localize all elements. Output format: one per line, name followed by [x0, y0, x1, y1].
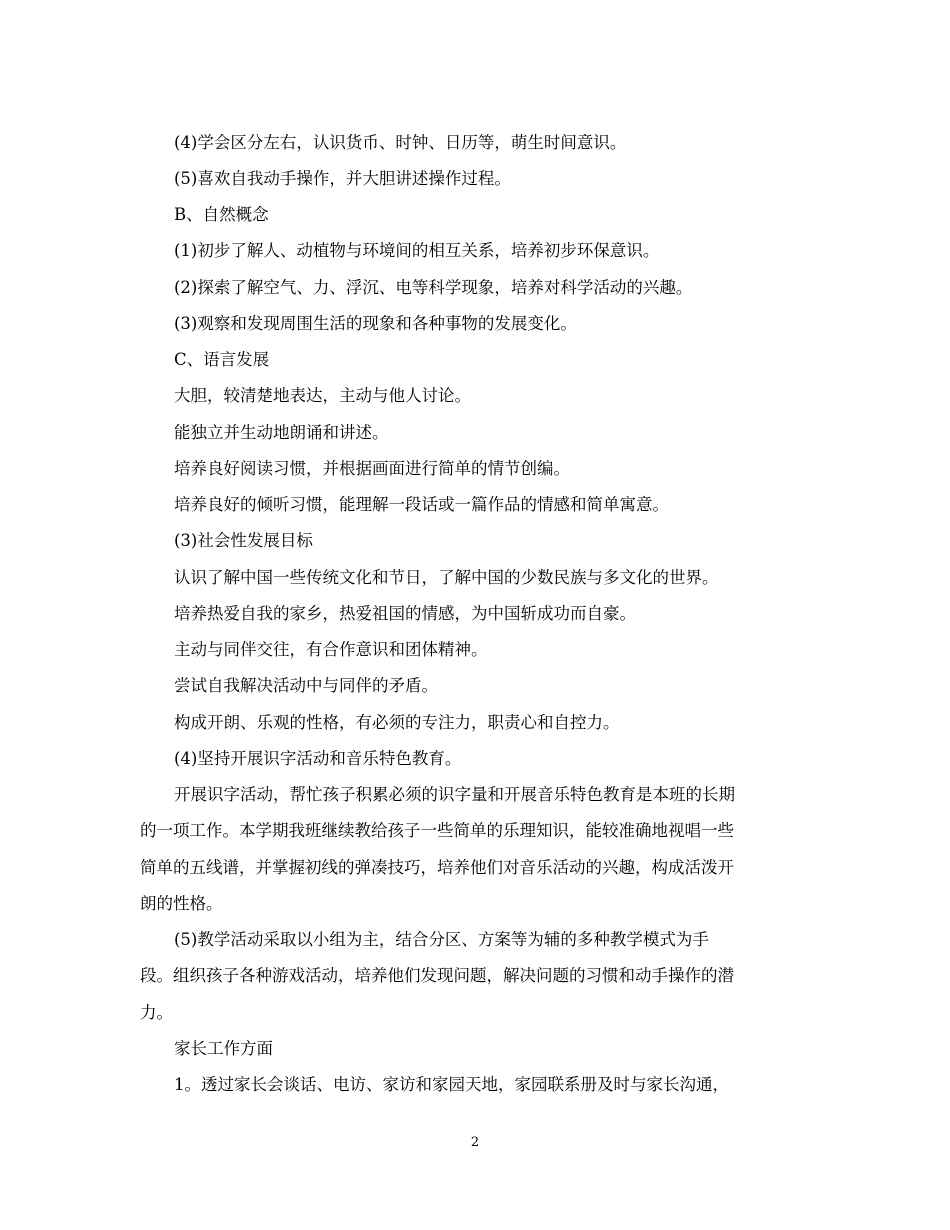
- section-heading: C、语言发展: [174, 350, 270, 369]
- text-line: 段。组织孩子各种游戏活动，培养他们发现问题，解决问题的习惯和动手操作的潜: [140, 966, 734, 985]
- text-line: (3)观察和发现周围生活的现象和各种事物的发展变化。: [174, 314, 577, 333]
- text-line: (2)探索了解空气、力、浮沉、电等科学现象，培养对科学活动的兴趣。: [174, 278, 693, 297]
- text-line: 力。: [140, 1003, 173, 1022]
- section-heading: (3)社会性发展目标: [174, 531, 313, 550]
- section-heading: (4)坚持开展识字活动和音乐特色教育。: [174, 749, 462, 768]
- text-line: 构成开朗、乐观的性格，有必须的专注力，职责心和自控力。: [174, 713, 620, 732]
- text-line: (4)学会区分左右，认识货币、时钟、日历等，萌生时间意识。: [174, 133, 627, 152]
- text-line: 能独立并生动地朗诵和讲述。: [174, 423, 389, 442]
- text-line: 朗的性格。: [140, 894, 223, 913]
- text-line: 主动与同伴交往，有合作意识和团体精神。: [174, 640, 488, 659]
- text-line: 培养良好阅读习惯，并根据画面进行简单的情节创编。: [174, 459, 570, 478]
- text-line: 认识了解中国一些传统文化和节日，了解中国的少数民族与多文化的世界。: [174, 568, 719, 587]
- text-line: 培养热爱自我的家乡，热爱祖国的情感，为中国斩成功而自豪。: [174, 604, 636, 623]
- text-line: 培养良好的倾听习惯，能理解一段话或一篇作品的情感和简单寓意。: [174, 495, 669, 514]
- text-line: 开展识字活动，帮忙孩子积累必须的识字量和开展音乐特色教育是本班的长期: [174, 785, 735, 804]
- section-heading: 家长工作方面: [174, 1039, 273, 1058]
- text-line: (1)初步了解人、动植物与环境间的相互关系，培养初步环保意识。: [174, 241, 660, 260]
- text-line: 1。透过家长会谈话、电访、家访和家园天地，家园联系册及时与家长沟通，: [174, 1075, 729, 1094]
- section-heading: B、自然概念: [174, 205, 269, 224]
- text-line: (5)教学活动采取以小组为主，结合分区、方案等为辅的多种教学模式为手: [174, 930, 709, 949]
- text-line: 的一项工作。本学期我班继续教给孩子一些简单的乐理知识，能较准确地视唱一些: [140, 821, 734, 840]
- text-line: 简单的五线谱，并掌握初线的弹凑技巧，培养他们对音乐活动的兴趣，构成活泼开: [140, 858, 734, 877]
- text-line: (5)喜欢自我动手操作，并大胆讲述操作过程。: [174, 169, 511, 188]
- text-line: 大胆，较清楚地表达，主动与他人讨论。: [174, 386, 471, 405]
- page-number: 2: [470, 1135, 480, 1150]
- text-line: 尝试自我解决活动中与同伴的矛盾。: [174, 676, 438, 695]
